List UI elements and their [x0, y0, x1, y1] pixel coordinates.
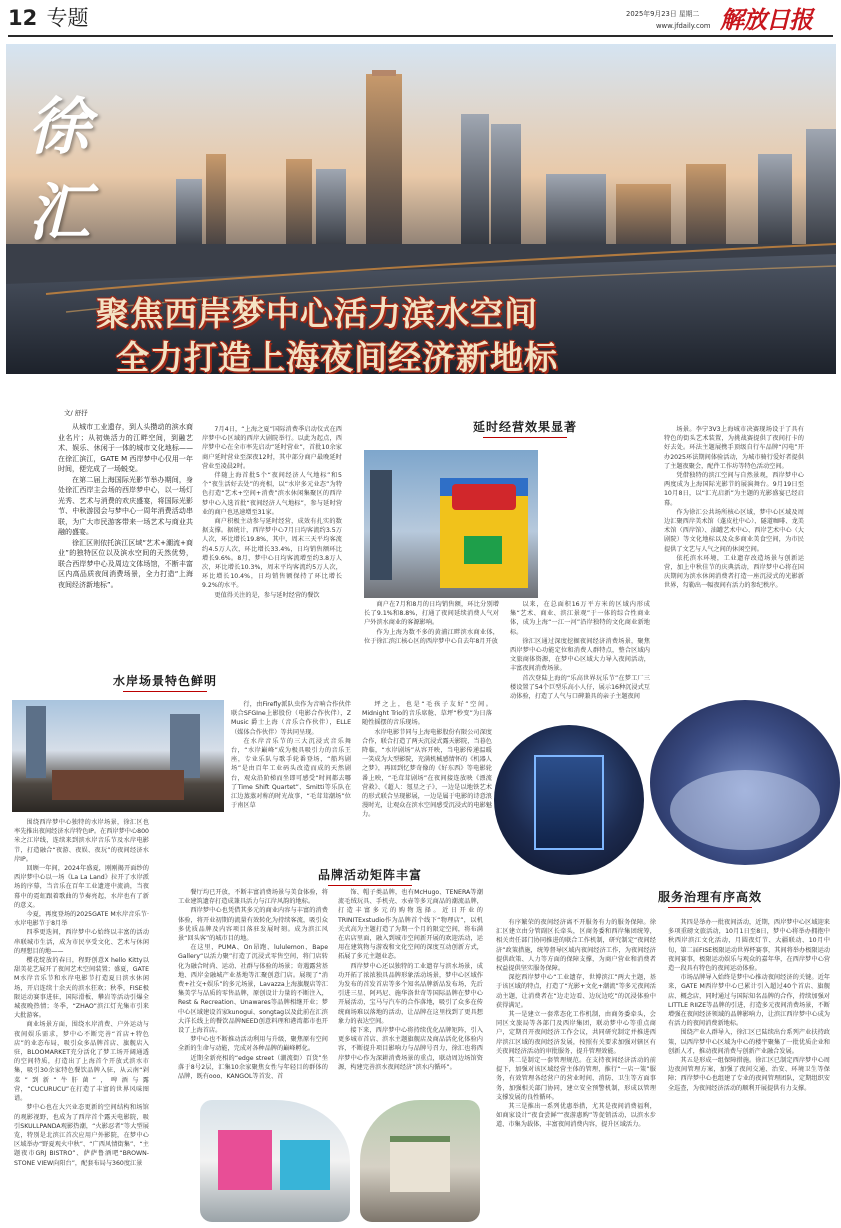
paragraph: 餐厅均已开放，不断丰富消费场景与美食体验，将工业建筑遗存打造成兼具活力与江岸风韵的地标。	[178, 889, 328, 906]
lego-photo	[364, 450, 538, 598]
paragraph: 围绕西岸梦中心独特的水岸场景，徐汇区也率先推出夜间经济水岸特色IP。在西岸梦中心800米之江岸线，连续来到滨水岸音乐节及水岸电影节，打造融合“夜游、夜娱、夜玩”的夜间经济水岸IP。	[14, 819, 149, 863]
article-column	[496, 918, 656, 1220]
lead-column	[58, 422, 193, 652]
paragraph: 作为徐汇公共场所核心区域，梦中心区域及周边汇聚西岸美术馆（蓬皮杜中心）、隧道咖啡、龙美术馆（西岸馆）、油罐艺术中心、西岸艺术中心（大剧院）等文化地标以及众多商业美食空间，为市民提供了文艺与人气之间的休闲空间。	[664, 508, 804, 553]
photo-storefront	[280, 1140, 330, 1190]
section-heading-governance: 服务治理有序高效	[640, 888, 780, 908]
paragraph: 有序繁荣的夜间经济离不开服务有力的服务保障。徐汇区建立由分管副区长牵头，区商务委和西岸集团统筹，相关责任部门协同推进的联合工作机制，研究制定“夜间经济”政策措施，统筹督导区域内夜间经济工作，为夜间经济提供政策、人力等方面的保障支撑，为商户营业和消费者权益提供坚实服务保障。	[496, 919, 656, 973]
newspaper-logo: 解放日报	[720, 5, 812, 34]
skating-photo	[650, 700, 840, 865]
article-column	[338, 888, 483, 1098]
byline: 文/ 舒抒	[64, 409, 88, 417]
section-heading-brand-events: 品牌活动矩阵丰富	[300, 866, 440, 886]
paragraph: 西岸梦中心也凭借其多元的商业内容与丰富的消费体验，将开业初期的流量有效转化为持续客流，吸引众多优质品牌及内容项目落驻发展时刻。成为滨江风景“回头客”的城市目的地。	[178, 907, 328, 943]
paragraph: 其四是举办一批夜间活动，近期，西岸梦中心区域迎来多项重磅文旅活动，10月1日至8日，梦中心将举办拥抱中秋西岸滨江文化活动，月圆夜灯节、大疆联动、10月中旬，第二届FISE极限运动世界杯赛事，其间将举办极限运动夜间赛事，极限运动娱乐与观众的嘉年华，在西岸梦中心营造一段具有特色的夜间运动体验。	[668, 919, 830, 973]
street-photo	[360, 1100, 480, 1222]
photo-rink	[670, 770, 820, 850]
article-column	[364, 600, 499, 690]
section-label: 专题	[46, 6, 89, 30]
lead-paragraph: 徐汇区则依托滨江区域“艺术+潮流+商业”的独特区位以及滨水空间的天然优势，联合西岸梦中心及周边文体场馆，不断丰富区内高品质夜间消费场景，全力打造“上海夜间经济新地标”。	[58, 538, 193, 589]
page-number	[8, 2, 89, 32]
paragraph: 围绕产业人群导入，徐汇区已陆续出台系列产业扶持政策，以西岸梦中心区域为中心的楼宇聚集了一批优质企业和创新人才，推动夜间消费与创新产业融合发展。	[668, 1029, 830, 1055]
paragraph: 今夏，再度登场的2025GATE M水岸音乐节·水岸电影节于8月举	[14, 911, 149, 928]
section-heading-waterfront: 水岸场景特色鲜明	[95, 672, 235, 692]
photo-storefront	[218, 1130, 272, 1190]
site-url[interactable]: www.jfdaily.com	[656, 22, 711, 30]
article-column	[202, 425, 342, 650]
hero-photo	[6, 44, 836, 374]
paragraph: 樱花绽放的春日，程野创意X hello Kitty以甜美花艺展开了夜间艺术空间装置；盛夏，GATE M水岸音乐节和水岸电影节打造夏日滨水休闲场，开启连续十余天的滨水狂欢；秋季，FISE极限运动赛事进驻，国际滑板、攀岩等活动引爆全城夜晚热情；冬季，“ZHAO”滨江灯光集市引来大批游客。	[14, 957, 149, 1020]
night-mall-photo	[494, 725, 644, 875]
article-column	[231, 700, 351, 880]
page-header	[0, 0, 841, 48]
paragraph: 坪之上，也是“毛孩子友好”空间。Midnight Trio的音乐席舱、草坪“秒变”为日落随性摇摆的音乐现场。	[362, 701, 492, 727]
paragraph: 7月4日，“上海之夏”国际消费季启动仪式在西岸梦中心区域的西岸大剧院举行。以此为起点，西岸梦中心在全市率先启动“延时营业”，首批10余家商户延时营业至深夜12时，其中部分商户最晚延时营业至凌晨2时。	[202, 426, 342, 470]
shop-photo	[200, 1100, 350, 1222]
paragraph: 深挖西岸梦中心“工业遗存，世博滨江”两大主题，基于该区域的特点，打造了“光影+文化+潮流”等多元夜间活动主题，让消费者在“边走边看、边玩边吃”的沉浸体验中获得满足。	[496, 974, 656, 1009]
paragraph: 梦中心也不断推动活动利用与升级，聚焦原有空间全新的生命与动能，完成对各种品牌的巅峰孵化。	[178, 1036, 328, 1053]
paragraph: 在水岸音乐节的三大沉浸式音乐舞台，“水岸巅峰”成为极具吸引力的音乐王座，专业乐队与歌手轮番登场，“船坞剧场”是由百年工业码头改造而成的天然剧台，观众沿阶梯而坐即可感受“时间都去哪了Time Shift Quartet”、Smitti等乐队在江边蒸蒸对称的时光故事，“毛茸茸潮场”位于南区草	[231, 737, 351, 810]
paragraph: 作为上海为数不多的黄浦江畔滨水商业体，位于徐汇滨江核心区的西岸梦中心自去年8月开放	[364, 628, 499, 645]
lead-paragraph: 在第二届上海国际光影节举办期间，身处徐汇西岸主会场的西岸梦中心，以一场灯光秀、艺术与消费的欢庆盛宴，将国际光影节、中秋游园会与梦中心一周年消费活动串联，为广大市民游客带来一场艺术与商业共融的盛宴。	[58, 475, 193, 536]
paragraph: 其一是建立一套常态化工作机制，由商务委牵头，会同区文旅局等各部门及西岸集团，联动梦中心等重点商户，定期召开夜间经济工作会议，共同研究制定并推进西岸滨江区域的夜间经济发展，按照有关要求加强对辖区有关夜间经济活动的审批服务，提升管理效能。	[496, 1011, 656, 1055]
photo-sign	[452, 484, 516, 510]
photo-tower	[170, 714, 200, 778]
hero-headline-2: 全力打造上海夜间经济新地标	[116, 338, 558, 374]
paragraph: 在这里，PUMA、On昂跑、lululemon、Bape Gallery“以活力聚”打造了沉浸式零售空间，将门店转化为融合时尚、运动、社群与体验的场景；奇遇露营基地、西岸金融城产业基地等汇聚创意门店。展现了“消费+社交+娱乐”的多元场景，Lavazza上海旗舰店等汇集美学与品质的零售品牌，原创设计力量的不断注入，Rest & Recreation、Unawares等品牌相继开业；梦中心区域建设首家kunogui、songtag以及此前在汇滨大洋长线上的餐饮品牌NEED创意料理和港湾都市也开设了上海首店。	[178, 944, 328, 1035]
paragraph: 凭借独特的滨江空间与自然景观，西岸梦中心两度成为上海国际光影节的展演舞台。9月19日至10月8日，以“汇光启新”为主题的光影盛宴已经启幕。	[664, 472, 804, 507]
page-number-text: 12	[8, 6, 38, 30]
paragraph: 四季更迭间，西岸梦中心始终以丰富的活动串联城市生活，成为市民享受文化、艺术与休闲的理想目的地——	[14, 929, 149, 955]
paragraph: 更值得关注的是，参与延时经营的餐饮	[214, 591, 320, 599]
paragraph: 其五是形成一组保障措施。徐汇区已制定西岸梦中心周边夜间管理方案，加强了夜间交通、治安、环境卫生等保障；西岸梦中心也组建了专业的夜间管理团队，定期组织安全巡查，为夜间经济活动的顺利开展提供有力支撑。	[668, 1057, 830, 1092]
hero-district-title: 徐汇	[28, 90, 91, 249]
header-rule	[8, 35, 833, 37]
article-column	[510, 600, 650, 735]
photo-block	[464, 536, 502, 564]
photo-stage	[52, 770, 184, 800]
article-column	[664, 425, 804, 660]
paragraph: 饰、帽子类品牌，也有McHugo、TENERA等潮流毛绒玩具、手机壳、水壶等多元商品的潮流品牌，打造丰富多元的购物选择。近日开业的TRINITExstudio作为品牌首个线下“物理店”，以机关式高为主题打造了为期一个月的限定空间，将布满在店店里面，融入到城市空间新开展的欢迎活动，运用在建筑物与游戏和文化空间的深度互动创新方式，拓展了多元主题业态。	[338, 889, 483, 961]
article-column	[362, 700, 492, 860]
lead-paragraph: 从城市工业遗存，到人头攒动的滨水商业名片；从初焕活力的江畔空间，到融艺术、娱乐、休闲于一体的城市文化地标——在徐汇滨江，GATE M 西岸梦中心仅用一年时间，便完成了一场蜕变。	[58, 423, 193, 473]
paragraph: 场景。李宁3V3上海城市决赛现场设于了具有特色的街头艺术装置，为挑战赛提供了夜间打卡的好去处。环法主题展携手顶级自行车品牌“闪电”开办2025环法期间体验活动，为城市骑行爱好者提供了主题夜聚会，配件工作坊等特色活动空间。	[664, 426, 804, 470]
article-column	[14, 818, 149, 1220]
paragraph: 梦中心也在大兴业态更新的空间结构和场馆的观影视野，也成为了西岸首个露天电影院，吸引SKULLPANDA观影热潮，“火影忍者”等大型展览，特别是北滨江首次应用户外影院，在梦中心区域举办“野夏观火中秋”、“广西风情街集”、“主题夜市GRJ BISTRO”、萨萨鲁酒吧“BROWN-STONE VIEW向阳台”，配套布局与360度江景	[14, 1104, 149, 1167]
paragraph: 商业场景方面，围绕水岸消费、户外运动与夜间娱乐需求，梦中心不断完善“首店+特色店”的业态布局，吸引众多品牌首店、旗舰店入驻，BLOOMARKET充分活化了梦工场开阔通透的空间特质，打造出了上海首个开放式滨水市集，吸引30余家特色餐饮品牌入驻，从云南“剁菜”到新“牛肝菌”，啤酒与露营，“CUCURUCU”在打造了丰富的世界风味图谱。	[14, 1021, 149, 1103]
paragraph: 其三是推出一系列优惠举措，尤其是夜间消费福利，如商家设计“夜食尝鲜”“夜游惠购”等促销活动，以滨水步道、市集为载体，丰富夜间消费内容，提升区域活力。	[496, 1103, 656, 1129]
paragraph: 市场品牌导入始终是梦中心推动夜间经济的关键。近年来，GATE M西岸梦中心已累计引入超过40个首店、旗舰店、概念店，同时通过与国际知名品牌的合作，持续加强对LITTLE RIIZE等品牌的引进，打造多元夜间消费场景，不断增强在夜间经济领域的品牌影响力，让滨江西岸梦中心成为有活力的夜间消费新地标。	[668, 974, 830, 1028]
paragraph: 商户在7月和8月的日均销售额，环比分别增长了9.1%和8.8%，打通了夜间延续消费人气对户外滨水商业的客源影响。	[364, 601, 499, 627]
section-heading-extended-hours: 延时经营效果显著	[455, 418, 595, 438]
paragraph: 其二是制定一套管理规范。在支持夜间经济活动的前提下，加强对该区域经营主体的管理，推行“一店一策”服务，有效管理各经营户的营业时间、消防、卫生等方面事务，加强相关部门协同，建立安全预警机制，形成以管理支撑发展的良性循环。	[496, 1057, 656, 1101]
photo-building-lit	[534, 755, 604, 850]
paragraph: 行，由Firefly派队虫作为音响合作伙伴联合SFGIne上影股份（电影合作伙伴），Z Music 爵士上海（音乐合作伙伴），ELLE（媒体合作伙伴）等共同呈现。	[231, 701, 351, 736]
hero-headline-1: 聚焦西岸梦中心活力滨水空间	[96, 294, 538, 333]
photo-pavilion	[390, 1136, 450, 1192]
photo-building	[370, 470, 392, 580]
article-column	[668, 918, 830, 1220]
concert-photo	[12, 700, 224, 812]
paragraph: 首次登陆上海的“乐高世界玩乐节”在梦工厂三楼设置了54个巨型乐高小人仔，展示16种沉浸式互动体验，打造了人气与口碑兼具的亲子主题夜间	[510, 674, 650, 701]
paragraph: 依托滨水环境，工业遗存改造场景与创新运营，加上中秋佳节的庆典活动，西岸梦中心将在国庆期间为滨水休闲消费者打造一座沉浸式的光影新世界，勾勒出一幅夜间有活力的参纪秩序。	[664, 554, 804, 590]
paragraph: 近期全新亮相的“edge street（潮流街）百货”坐落于8号2层，汇集10余家聚焦女性与年轻目的群体的品牌，既有ooo、KANGOL等首发、首	[178, 1054, 328, 1081]
paragraph: 商户积极主动参与延时经营，成效有扎实的数据支撑。据统计，西岸梦中心7月日均客流约3.5万人次，环比增长19.8%，其中，周末三天平均客流约4.5万人次，环比增长33.4%，日均销售额环比增长9.6%。8月，梦中心日均客流增至约3.8万人次，环比增长10.3%，周末平均客流约5万人次，环比增长10.4%，日均销售额保持了环比增长9.2%的水平。	[202, 518, 342, 590]
paragraph: 伴随上海首批5个“夜间经济人气地标”和5个“夜生活好去处”的亮相，以“水岸多元业态”为特色打造“艺术+空间+消费”滨水休闲集聚区的西岸梦中心入选首批“夜间经济人气地标”，参与延时营业的商户也迅速增至31家。	[202, 472, 342, 516]
paragraph: 接下来，西岸梦中心将持续优化品牌矩阵，引入更多城市首店、滨水主题旗舰店及商品活化化体验内容，不断提升项目影响力与品牌号召力，徐汇也将西岸梦中心作为深耕消费场景的重点，联动周边场馆资源，构建完善滨水夜间经济“滨水内循环”。	[338, 1027, 483, 1071]
paragraph: 西岸梦中心还以独特的工业遗存与滨水场景，成功开拓了浓浓独具品牌形象活动场景，梦中心区域作为发布的首发首店等多个知名品牌新品发布场，先后引进三星、阿玛尼、施华洛世奇等国际品牌在梦中心开展活动，宝马与汽车的合作落地，吸引了众多在传统商场难以落地的活动，让品牌在这里找到了更具想象力的表达空间。	[338, 962, 483, 1025]
article-column	[178, 888, 328, 1106]
paragraph: 回顾一年间，2024年盛夏，刚刚揭开面纱的西岸梦中心以一场《La La Land》拉开了水岸派场的序幕，当音乐在百年工业遗迹中流淌，当夜幕中的霓虹跟着歌曲的节奏亮起，水岸也有了新的意义。	[14, 865, 149, 909]
date-line: 2025年9月23日 星期二	[626, 10, 700, 18]
paragraph: 以来，在总面积16万平方米的区域内形成集“艺术、商业、滨江景观”于一体的综合性商业体，成为上海“一江一河”沿岸独特的文化商业新地标。	[510, 601, 650, 636]
photo-tower	[26, 706, 46, 778]
paragraph: 水岸电影节同与上海电影股份有限公司深度合作，联合打造了两天沉浸式露天影院，当暮色降临，“水岸剧场”从容开映，当电影传递温暖一笑成为大型影院，充满机械感情怀的《机器人之梦》，再回到忆梦奇像的《好东西》等电影轮番上映，“毛茸茸剧场”在夜间接连放映《漂流营救》、《超人：氪星之子》，一边是以地铁艺术的形式联合呈现影展，一边是属于电影的诗意浪漫时光，让观众在滨水空间感受沉浸式的电影魅力。	[362, 728, 492, 819]
paragraph: 徐汇区通过深度挖掘夜间经济消费场景，聚焦西岸梦中心功能定位和消费人群特点，整合区域内文旅商体资源，在梦中心区域大力导入夜间活动，丰富夜间消费场景。	[510, 637, 650, 673]
